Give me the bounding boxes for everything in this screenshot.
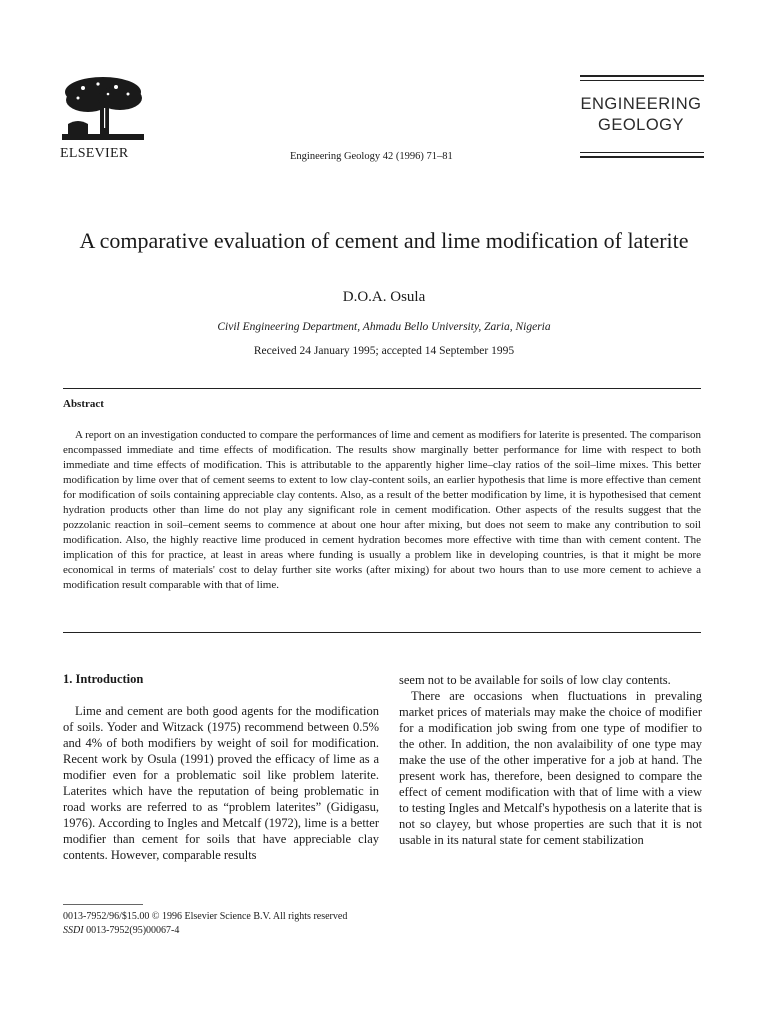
masthead-rule-bottom-1	[580, 152, 704, 153]
abstract-rule-bottom	[63, 632, 701, 633]
author-name: D.O.A. Osula	[342, 289, 426, 305]
abstract-rule-top	[63, 388, 701, 389]
intro-paragraph-1-continued: seem not to be available for soils of low clay contents.	[399, 673, 671, 687]
received-dates: Received 24 January 1995; accepted 14 September 1995	[253, 345, 515, 357]
intro-paragraph-2: There are occasions when fluctuations in prevaling market prices of materials may make the choice of modifier for a modification job swing from one type of modifier to the other. In addition, the non avalaibility of one type may make the use of the other imperative for a job at hand. The present work has, therefore, been designed to compare the effect of cement modification with that of lime with a view to testing Ingles and Metcalf's hypothesis on a laterite that is not so clayey, but whose properties are such that it is not usable in its natural state for cement stabilization	[399, 689, 702, 847]
masthead-rule-top-2	[580, 80, 704, 81]
abstract-heading: Abstract	[63, 398, 104, 410]
copyright-line: 0013-7952/96/$15.00 © 1996 Elsevier Science B.V. All rights reserved	[63, 911, 348, 922]
elsevier-tree-logo	[58, 74, 148, 146]
author-affiliation: Civil Engineering Department, Ahmadu Bello University, Zaria, Nigeria	[217, 321, 551, 333]
masthead-rule-bottom-2	[580, 156, 704, 158]
ssdi-line	[63, 925, 179, 936]
section-heading-introduction: 1. Introduction	[63, 672, 144, 686]
masthead-rule-top-1	[580, 75, 704, 77]
journal-citation: Engineering Geology 42 (1996) 71–81	[290, 151, 453, 162]
ssdi-code: 0013-7952(95)00067-4	[86, 925, 180, 936]
ssdi-label: SSDI	[63, 925, 84, 936]
abstract-text: A report on an investigation conducted to compare the performances of lime and cement as modifiers for laterite is presented. The comparison encompassed immediate and time effects of modification. The results show marginally better performance for lime with respect to both immediate and time effects of modification. This is attributable to the apparently higher lime–clay ratios of the soil–lime mixes. This better modification by lime over that of cement seems to extent to low clay-content soils, an earlier hypothesis that lime is more effective than cement for modification of soils containing appreciable clay contents. Also, as a result of the better modification by lime, it is hypothesised that cement hydration products other than lime do not play any significant role in cement modification. Other aspects of the results suggest that the pozzolanic reaction in soil–cement seems to commence at about one hour after mixing, but does not seem to make any contribution to soil modification. Also, the highly reactive lime produced in cement hydration becomes more effective with time than with cement content. The implication of this for practice, at least in areas where funding is usually a problem like in developing countries, is that it might be more economical in terms of materials' cost to delay further site works (after mixing) for about two hours than to use more cement to achieve a modification result comparable with that of lime.	[63, 429, 701, 591]
journal-name-line1: ENGINEERING	[580, 95, 702, 113]
article-title: A comparative evaluation of cement and lime modification of laterite	[79, 228, 689, 253]
intro-paragraph-1: Lime and cement are both good agents for the modification of soils. Yoder and Witzack (1975) recommend between 0.5% and 4% of both modifiers by weight of soil for modification. Recent work by Osula (1991) proved the efficacy of lime as a modifier even for a problematic soil like problem laterite. Laterites which have the reputation of being problematic in road works are referred to as “problem laterites” (Gidigasu, 1976). According to Ingles and Metcalf (1972), lime is a better modifier than cement for soils that have appreciable clay contents. However, comparable results	[63, 704, 379, 862]
journal-name-line2: GEOLOGY	[597, 116, 685, 134]
footnote-rule	[63, 904, 143, 905]
right-column	[399, 672, 702, 848]
left-column	[63, 703, 379, 863]
publisher-name: ELSEVIER	[60, 146, 129, 161]
